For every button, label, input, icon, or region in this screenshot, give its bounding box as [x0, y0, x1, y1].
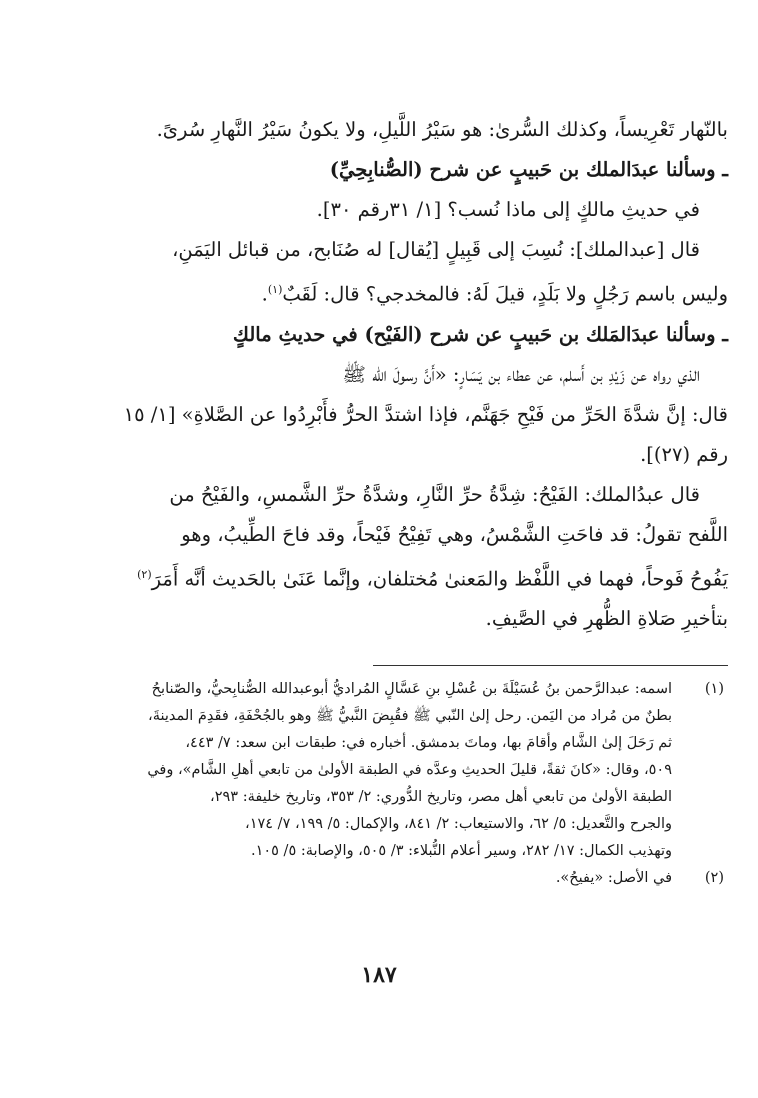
- footnote: [108, 676, 724, 865]
- text-line: قال عبدُالملك: الفَيْحُ: شِدَّةُ حرِّ النَّارِ، وشدَّةُ حرِّ الشَّمسِ، والفَيْحُ من: [169, 482, 700, 506]
- question-heading: ـ وسألنا عبدَالملك بن حَبيبٍ عن شرح (الصُّنابِحِيِّ): [329, 158, 728, 181]
- text-line: وليس باسم رَجُلٍ ولا بَلَدٍ، قيلَ لَهُ: فالمخدجي؟ قال: لَقَبٌ$^{(١)}$.: [261, 282, 728, 306]
- question-heading: ـ وسألنا عبدَالمَلك بن حَبيبٍ عن شرح (الفَيْح) في حديثِ مالكٍ: [232, 322, 728, 346]
- footnote-text: في الأصل: «يفيحُ».: [555, 870, 672, 886]
- text-line: قال: إنَّ شدَّةَ الحَرِّ من فَيْحِ جَهَنَّم، فإذا اشتدَّ الحرُّ فأَبْرِدُوا عن الصَّلاةِ» [١/ ١٥: [123, 402, 728, 426]
- footnote: [108, 865, 724, 892]
- text-line: قال [عبدالملك]: نُسِبَ إلى قَبِيلٍ [يُقال] له صُنَابح، من قبائل اليَمَنِ،: [172, 238, 700, 261]
- footnote-ref: (٢): [137, 567, 152, 581]
- text-line: بالنّهار تَعْرِيساً، وكذلك السُّرىٰ: هو سَيْرُ اللَّيلِ، ولا يكونُ سَيْرُ النَّهارِ سُرىً.: [156, 118, 728, 141]
- footnote-number: (٢): [704, 870, 724, 886]
- text-line: اللَّفح تقولُ: قد فاحَتِ الشَّمْسُ، وهي تَفِيْحُ فَيْحاً، وقد فاحَ الطِّيبُ، وهو: [181, 522, 728, 546]
- text-line: في حديثِ مالكٍ إلى ماذا نُسب؟ [١/ ٣١رقم ٣٠].: [316, 198, 700, 221]
- footnote-number: (١): [704, 681, 724, 697]
- text-line: يَفُوحُ فَوحاً، فهما في اللَّفْظ والمَعنىٰ مُختلفان، وإنَّما عَنَىٰ بالحَديث أنَّه أَمَرَ$^{(٢)}$: [137, 567, 728, 590]
- text-line: بتأخيرِ صَلاةِ الظُّهرِ في الصَّيفِ.: [485, 607, 728, 630]
- page-number: ١٨٧: [361, 962, 397, 988]
- text-line: رقم (٢٧)].: [640, 442, 728, 466]
- footnotes: [108, 676, 724, 892]
- footnote-text: اسمه: عبدالرَّحمن بنُ عُسَيْلَةَ بن عُسْلِ بنِ عَسَّالٍ المُراديُّ أبوعبدالله الصُّنابِحيُّ، والصّنابحُ بطنٌ من مُراد من اليَمن. رحل إلىٰ النّبي ﷺ فقُبِضَ النَّبيُّ ﷺ وهو بالجُحْفَةِ، فقَدِمَ المدينةَ، ثم رَحَلَ إلىٰ الشَّام وأقامَ بها، وماتَ بدمشق. أخباره في: طبقات ابن سعد: ٧/ ٤٤٣، ٥٠٩، وقال: «كانَ ثقةً، قليلَ الحديثِ وعدَّه في الطبقة الأولىٰ من تابعي أهلِ الشَّام»، وفي الطبقة الأولىٰ من تابعي أهل مصر، وتاريخ الدُّوري: ٢/ ٣٥٣، وتاريخ خليفة: ٢٩٣، والجرح والتَّعديل: ٥/ ٦٢، والاستيعاب: ٢/ ٨٤١، والإكمال: ٥/ ١٩٩، ٧/ ١٧٤، وتهذيب الكمال: ١٧/ ٢٨٢، وسير أعلام النُّبلاء: ٣/ ٥٠٥، والإصابة: ٥/ ١٠٥.: [147, 681, 672, 859]
- footnote-ref: (١): [267, 283, 283, 296]
- footnote-divider: [373, 665, 728, 666]
- text-line: الذي رواه عن زَيْدِ بن أَسلم، عن عطاء بن يَسَارٍ: «أَنَّ رسولَ الله ﷺ: [342, 362, 700, 386]
- main-text: [118, 110, 728, 639]
